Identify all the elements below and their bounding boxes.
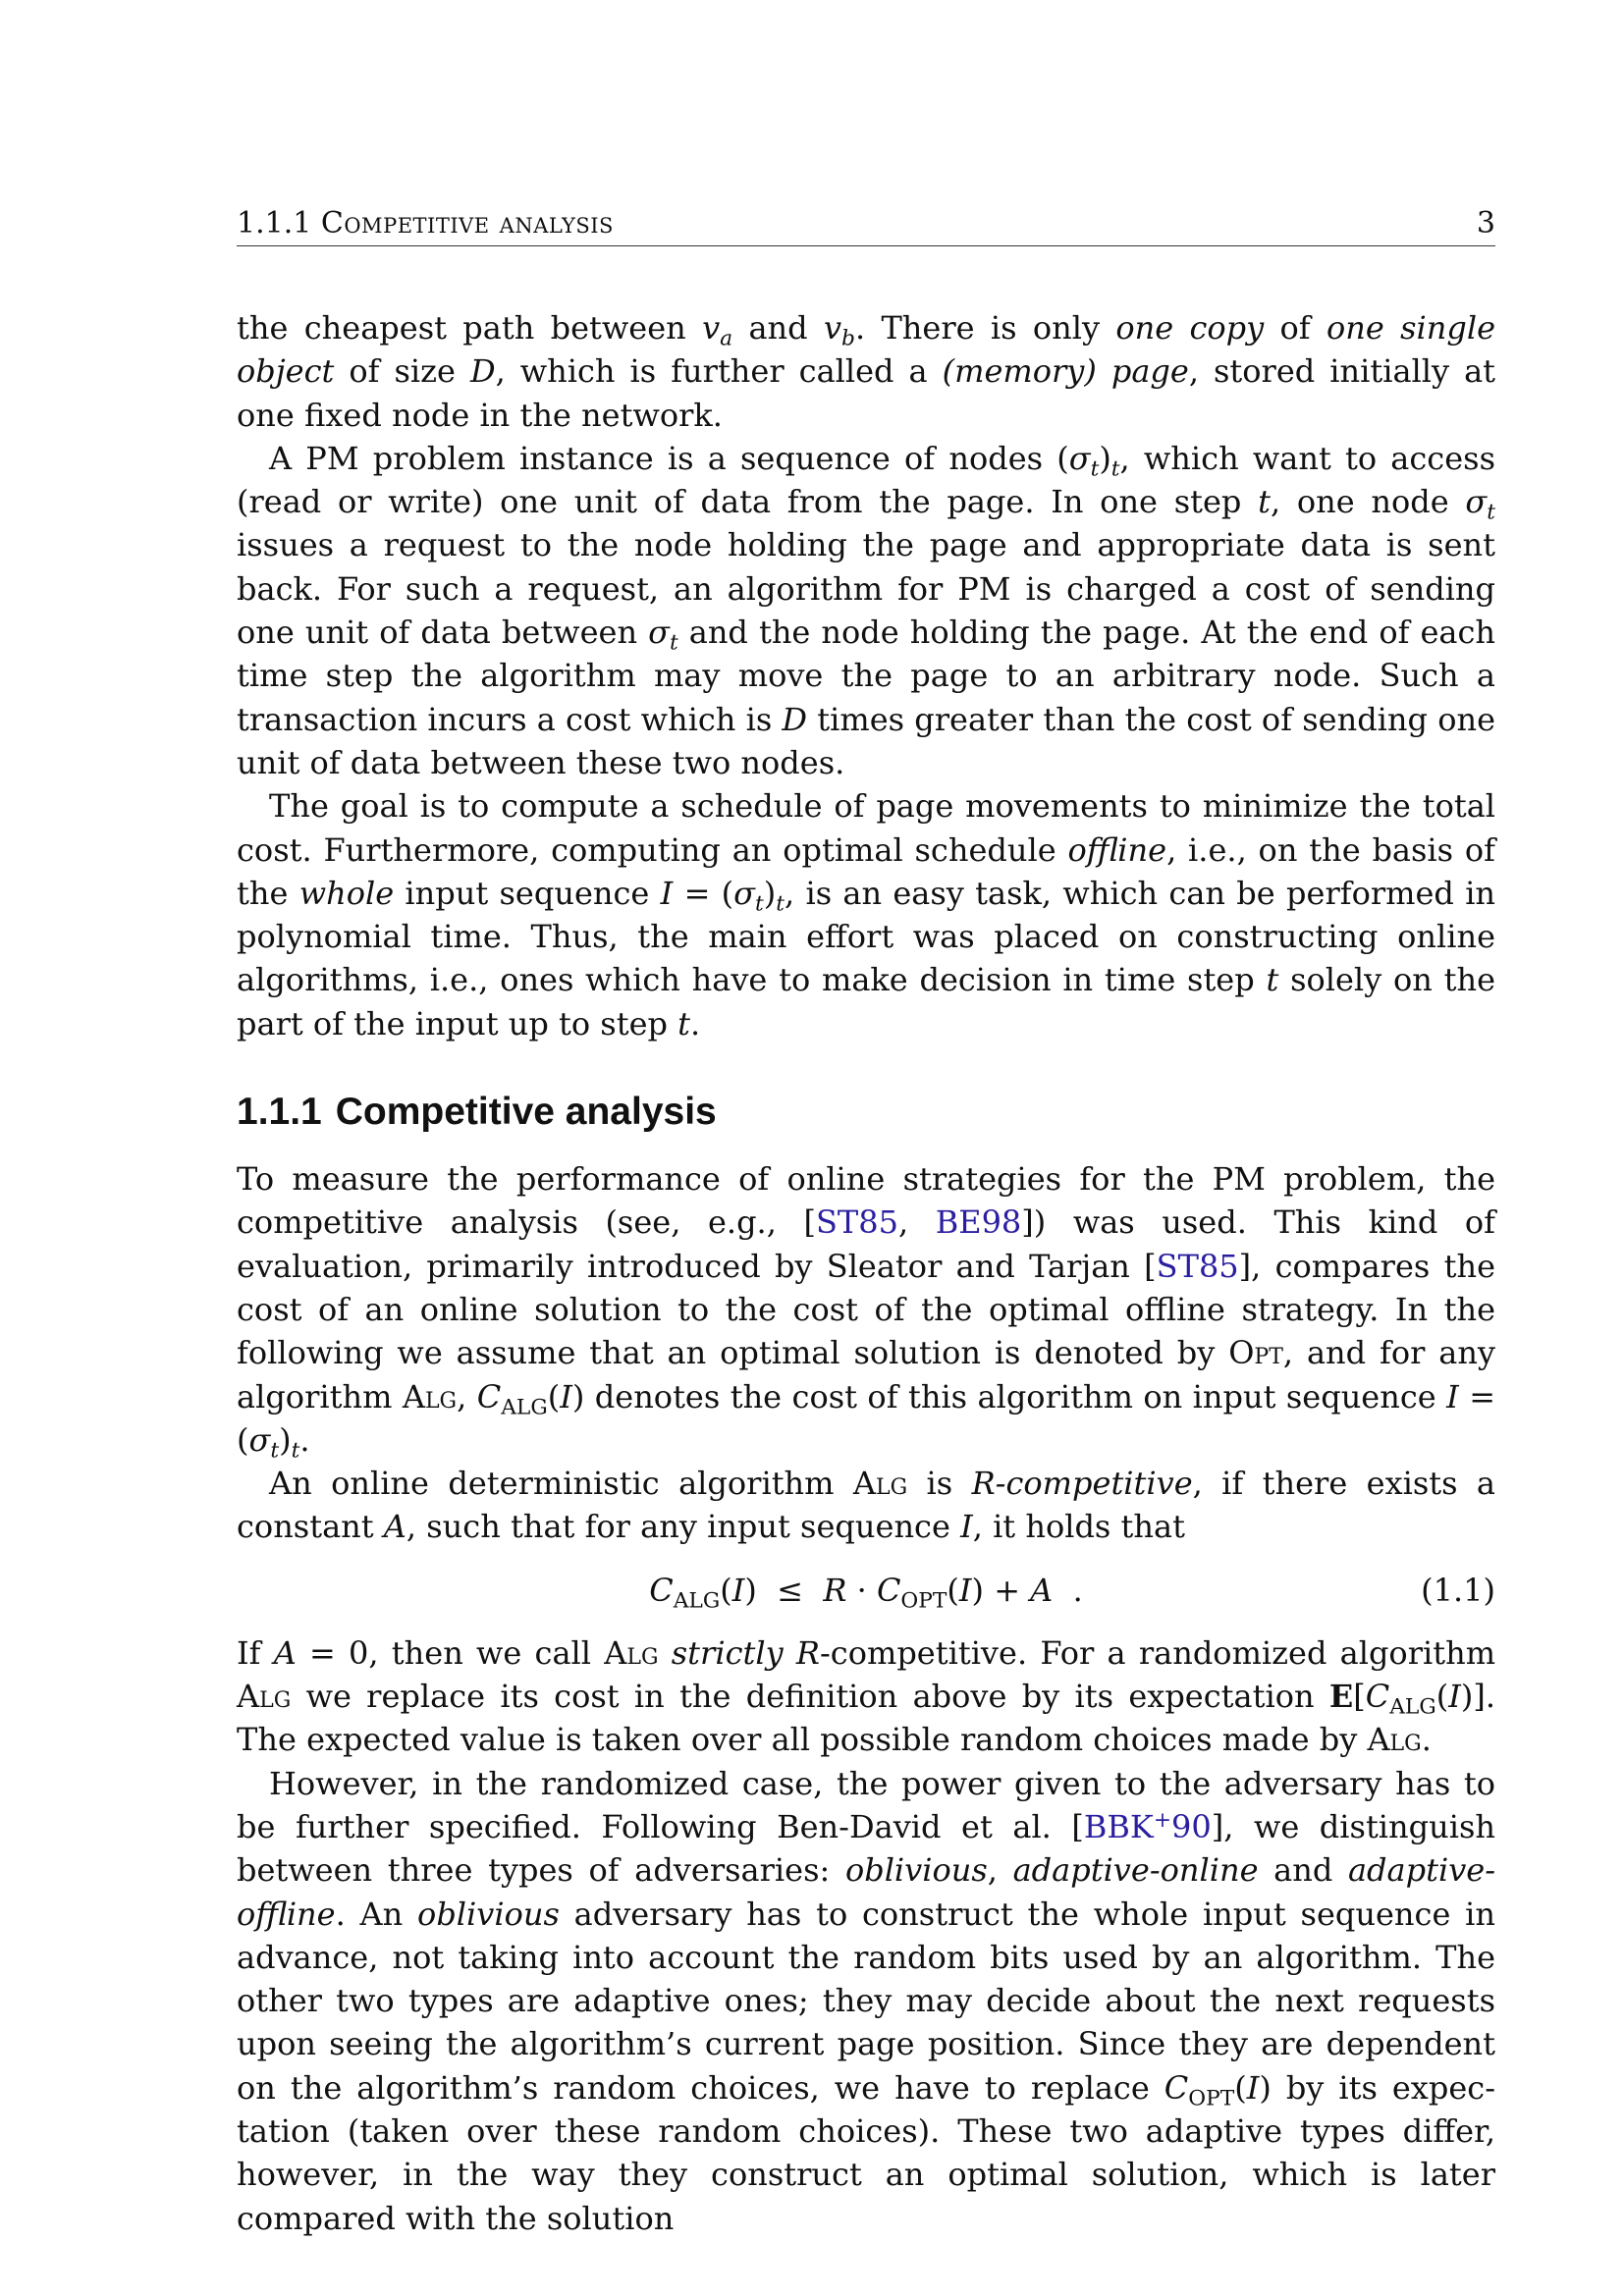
paragraph-3: The goal is to compute a schedule of page movements to minimize the total cost. Furthermore, computing an optimal schedule offline, i.e., on the basis of the whole input sequence $I = (\sigma_t)_t$, is an easy task, which can be performed in polynomial time. Thus, the main effort was placed on constructing online algorithms, i.e., ones which have to make decision in time step t solely on the part of the input up to step t.: [237, 787, 1496, 1042]
paragraph-4: To measure the performance of online strategies for the PM problem, the competitive analysis (see, e.g., [ST85, BE98]) was used. This kind of evaluation, primarily introduced by Sleator and Tarjan [ST85], compares the cost of an online solution to the cost of the optimal offline strategy. In the following we assume that an optimal solution is denoted by Opt, and for any algorithm Alg, $C_{ALG}(I)$ denotes the cost of this algorithm on input sequence $I = (\sigma_t)_t$.: [237, 1160, 1496, 1464]
paragraph-5: An online deterministic algorithm Alg is R-competitive, if there exists a constant A, such that for any input sequence I, it holds that: [237, 1465, 1496, 1546]
section-number: 1.1.1: [237, 1091, 322, 1134]
body-text: [237, 306, 1495, 2240]
running-head-title: [237, 206, 614, 240]
section-heading: [237, 1089, 1495, 1136]
citation-link[interactable]: ST85: [815, 1203, 898, 1242]
running-head: [237, 206, 1495, 246]
equation-number: (1.1): [1421, 1571, 1495, 1609]
running-head-number: 1.1.1: [237, 206, 312, 240]
paragraph-7: However, in the randomized case, the power given to the adversary has to be further specified. Following Ben-David et al. [BBK+90], we distinguish between three types of adversaries: oblivious, adaptive-online and adaptive-offline. An oblivious adversary has to construct the whole input sequence in advance, not taking into account the random bits used by an algorithm. The other two types are adaptive ones; they may decide about the next requests upon seeing the algorithm’s current page position. Since they are dependent on the algorithm’s random choices, we have to replace $C_{OPT}(I)$ by its expec-tation (taken over these random choices). These two adaptive types differ, however, in the way they construct an optimal solution, which is later compared with the solution: [237, 1764, 1496, 2237]
section-title: Competitive analysis: [335, 1091, 717, 1134]
paragraph-2: A PM problem instance is a sequence of nodes $(\sigma_t)_t$, which want to access (read or write) one unit of data from the page. In one step t, one node $\sigma_t$ issues a request to the node holding the page and appropriate data is sent back. For such a request, an algorithm for PM is charged a cost of sending one unit of data between $\sigma_t$ and the node holding the page. At the end of each time step the algorithm may move the page to an arbitrary node. Such a transaction incurs a cost which is D times greater than the cost of sending one unit of data between these two nodes.: [237, 439, 1496, 781]
paragraph-6: If A = 0, then we call Alg strictly R-competitive. For a randomized algorithm Alg we replace its cost in the definition above by its expectation $E[C_{ALG}(I)]$. The expected value is taken over all possible random choices made by Alg.: [237, 1633, 1496, 1759]
equation-1-1: [237, 1569, 1495, 1612]
citation-link[interactable]: ST85: [1156, 1247, 1239, 1285]
running-head-text: Competitive analysis: [320, 206, 614, 240]
citation-link[interactable]: BE98: [935, 1203, 1022, 1242]
page-number: 3: [1476, 206, 1495, 240]
paragraph-1: the cheapest path between $v_a$ and $v_b$. There is only one copy of one single object of size D, which is further called a (memory) page, stored initially at one fixed node in the network.: [237, 309, 1496, 434]
equation-body: $C_{ALG}(I) \le R \cdot C_{OPT}(I) + A$ .: [649, 1571, 1083, 1614]
citation-link[interactable]: BBK+90: [1083, 1807, 1212, 1845]
